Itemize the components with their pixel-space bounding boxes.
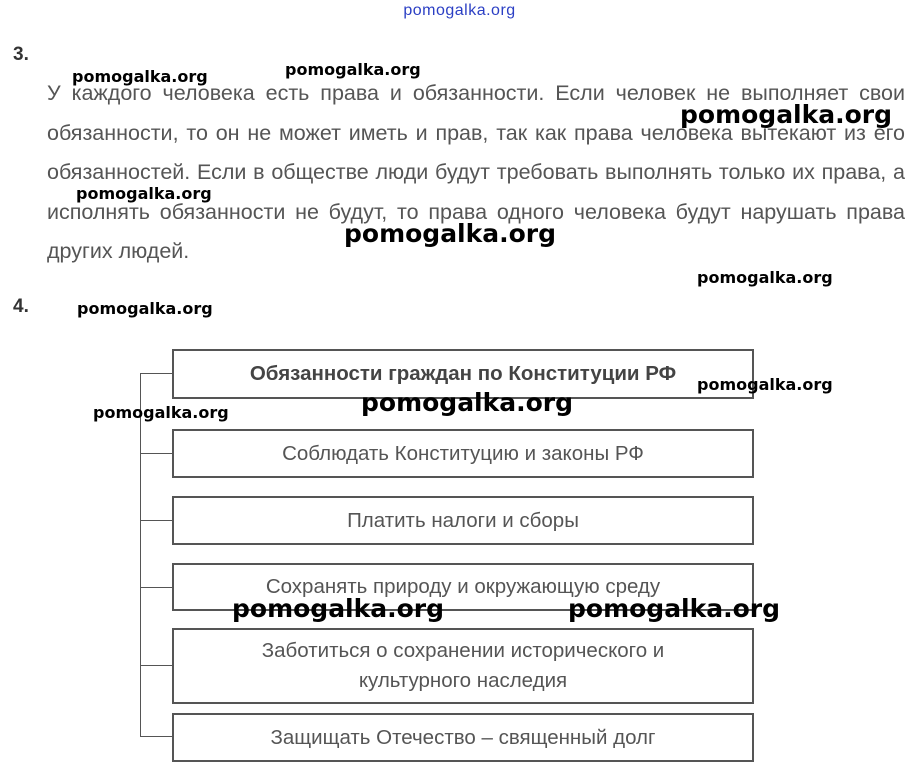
watermark-text: pomogalka.org — [344, 219, 557, 248]
watermark-text: pomogalka.org — [361, 388, 574, 417]
duty-text: Соблюдать Конституцию и законы РФ — [282, 441, 644, 465]
duty-text: Защищать Отечество – священный долг — [270, 725, 656, 749]
site-header-watermark: pomogalka.org — [403, 2, 516, 19]
duty-text: Сохранять природу и окружающую среду — [265, 575, 661, 598]
watermark-text: pomogalka.org — [697, 375, 833, 394]
duty-box — [172, 496, 754, 545]
diagram-connector — [140, 736, 172, 737]
section-3-paragraph: У каждого человека есть права и обязанности. Если человек не выполняет свои обязанности, то он не может иметь и прав, так как права человека вытекают из его обязанностей. Если в обществе люди будут требовать выполнять только их права, а исполнять обязанности не будут, то права одного человека будут нарушать права других людей. — [47, 81, 905, 263]
diagram-connector — [140, 665, 172, 666]
watermark-text: pomogalka.org — [568, 594, 781, 623]
watermark-text: pomogalka.org — [285, 60, 421, 79]
duty-text: Заботиться о сохранении исторического и культурного наследия — [261, 639, 665, 692]
duty-text: Платить налоги и сборы — [347, 508, 579, 532]
watermark-text: pomogalka.org — [232, 594, 445, 623]
section-3-number: 3. — [13, 44, 29, 65]
diagram-title: Обязанности граждан по Конституции РФ — [249, 362, 677, 385]
section-4-number: 4. — [13, 296, 29, 317]
watermark-text: pomogalka.org — [76, 184, 212, 203]
diagram-connector — [140, 453, 172, 454]
duty-box — [172, 713, 754, 762]
watermark-text: pomogalka.org — [77, 299, 213, 318]
watermark-text: pomogalka.org — [93, 403, 229, 422]
watermark-text: pomogalka.org — [72, 67, 208, 86]
watermark-text: pomogalka.org — [680, 100, 893, 129]
diagram-connector — [140, 373, 172, 374]
diagram-connector — [140, 520, 172, 521]
duty-box — [172, 628, 754, 704]
diagram-connector — [140, 587, 172, 588]
diagram-bracket-line — [140, 373, 141, 736]
watermark-text: pomogalka.org — [697, 268, 833, 287]
duty-box — [172, 429, 754, 478]
